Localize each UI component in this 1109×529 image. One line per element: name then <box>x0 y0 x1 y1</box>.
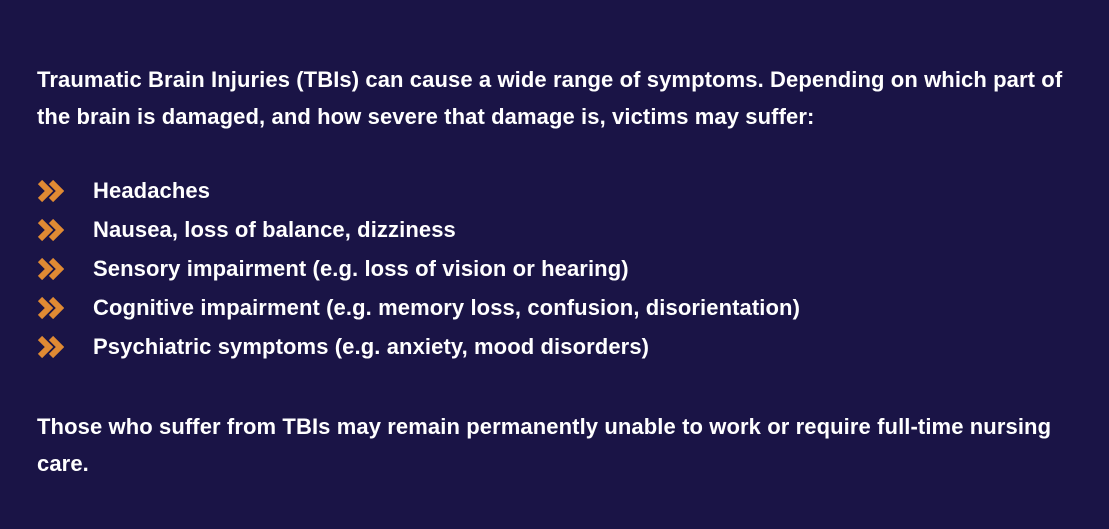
double-chevron-right-icon <box>37 258 93 280</box>
double-chevron-right-icon <box>37 297 93 319</box>
double-chevron-right-icon <box>37 336 93 358</box>
symptom-label: Nausea, loss of balance, dizziness <box>93 216 456 242</box>
list-item <box>37 171 1072 210</box>
list-item <box>37 288 1072 327</box>
symptom-label: Psychiatric symptoms (e.g. anxiety, mood disorders) <box>93 333 650 359</box>
double-chevron-right-icon <box>37 180 93 202</box>
symptom-list <box>37 171 1072 366</box>
list-item <box>37 249 1072 288</box>
list-item <box>37 327 1072 366</box>
symptom-label: Cognitive impairment (e.g. memory loss, confusion, disorientation) <box>93 294 801 320</box>
symptom-label: Sensory impairment (e.g. loss of vision or hearing) <box>93 255 629 281</box>
intro-paragraph: Traumatic Brain Injuries (TBIs) can cause a wide range of symptoms. Depending on which part of the brain is damaged, and how severe that damage is, victims may suffer: <box>37 67 1063 129</box>
symptom-label: Headaches <box>93 177 211 203</box>
outro-paragraph: Those who suffer from TBIs may remain permanently unable to work or require full-time nursing care. <box>37 414 1052 476</box>
double-chevron-right-icon <box>37 219 93 241</box>
list-item <box>37 210 1072 249</box>
